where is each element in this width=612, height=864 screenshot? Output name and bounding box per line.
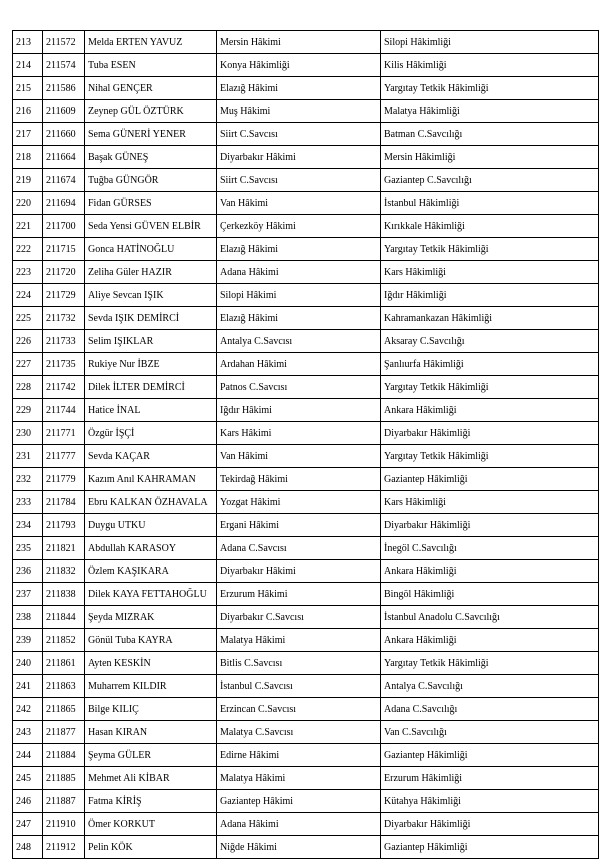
name-cell: Seda Yensi GÜVEN ELBİR [85, 215, 217, 238]
row-number-cell: 235 [13, 537, 43, 560]
name-cell: Abdullah KARASOY [85, 537, 217, 560]
row-number-cell: 225 [13, 307, 43, 330]
registry-number-cell: 211732 [43, 307, 85, 330]
table-row [13, 445, 599, 468]
new-post-cell: Gaziantep Hâkimliği [381, 836, 599, 859]
current-post-cell: Adana C.Savcısı [217, 537, 381, 560]
row-number-cell: 227 [13, 353, 43, 376]
registry-number-cell: 211861 [43, 652, 85, 675]
new-post-cell: Bingöl Hâkimliği [381, 583, 599, 606]
registry-number-cell: 211793 [43, 514, 85, 537]
row-number-cell: 222 [13, 238, 43, 261]
current-post-cell: Erzincan C.Savcısı [217, 698, 381, 721]
new-post-cell: Gaziantep C.Savcılığı [381, 169, 599, 192]
table-row [13, 675, 599, 698]
current-post-cell: Erzurum Hâkimi [217, 583, 381, 606]
name-cell: Fatma KİRİŞ [85, 790, 217, 813]
row-number-cell: 233 [13, 491, 43, 514]
current-post-cell: Adana Hâkimi [217, 813, 381, 836]
registry-number-cell: 211609 [43, 100, 85, 123]
name-cell: Fidan GÜRSES [85, 192, 217, 215]
current-post-cell: Bitlis C.Savcısı [217, 652, 381, 675]
new-post-cell: Silopi Hâkimliği [381, 31, 599, 54]
current-post-cell: Ergani Hâkimi [217, 514, 381, 537]
registry-number-cell: 211784 [43, 491, 85, 514]
registry-number-cell: 211715 [43, 238, 85, 261]
row-number-cell: 237 [13, 583, 43, 606]
name-cell: Gonca HATİNOĞLU [85, 238, 217, 261]
table-row [13, 146, 599, 169]
registry-number-cell: 211742 [43, 376, 85, 399]
new-post-cell: Kütahya Hâkimliği [381, 790, 599, 813]
table-row [13, 284, 599, 307]
row-number-cell: 217 [13, 123, 43, 146]
row-number-cell: 241 [13, 675, 43, 698]
name-cell: Pelin KÖK [85, 836, 217, 859]
new-post-cell: Diyarbakır Hâkimliği [381, 514, 599, 537]
registry-number-cell: 211586 [43, 77, 85, 100]
current-post-cell: Elazığ Hâkimi [217, 238, 381, 261]
table-row [13, 583, 599, 606]
name-cell: Kazım Anıl KAHRAMAN [85, 468, 217, 491]
name-cell: Gönül Tuba KAYRA [85, 629, 217, 652]
registry-number-cell: 211910 [43, 813, 85, 836]
current-post-cell: Tekirdağ Hâkimi [217, 468, 381, 491]
row-number-cell: 239 [13, 629, 43, 652]
new-post-cell: Adana C.Savcılığı [381, 698, 599, 721]
new-post-cell: Yargıtay Tetkik Hâkimliği [381, 445, 599, 468]
name-cell: Özlem KAŞIKARA [85, 560, 217, 583]
table-row [13, 238, 599, 261]
table-row [13, 100, 599, 123]
table-row [13, 376, 599, 399]
current-post-cell: Yozgat Hâkimi [217, 491, 381, 514]
name-cell: Dilek KAYA FETTAHOĞLU [85, 583, 217, 606]
current-post-cell: Malatya C.Savcısı [217, 721, 381, 744]
new-post-cell: Erzurum Hâkimliği [381, 767, 599, 790]
row-number-cell: 244 [13, 744, 43, 767]
name-cell: Bilge KILIÇ [85, 698, 217, 721]
name-cell: Ömer KORKUT [85, 813, 217, 836]
registry-number-cell: 211865 [43, 698, 85, 721]
registry-number-cell: 211660 [43, 123, 85, 146]
table-row [13, 215, 599, 238]
table-row [13, 652, 599, 675]
current-post-cell: Malatya Hâkimi [217, 767, 381, 790]
row-number-cell: 218 [13, 146, 43, 169]
new-post-cell: Antalya C.Savcılığı [381, 675, 599, 698]
current-post-cell: Malatya Hâkimi [217, 629, 381, 652]
registry-number-cell: 211877 [43, 721, 85, 744]
current-post-cell: Edirne Hâkimi [217, 744, 381, 767]
table-row [13, 813, 599, 836]
name-cell: Hatice İNAL [85, 399, 217, 422]
current-post-cell: İstanbul C.Savcısı [217, 675, 381, 698]
registry-number-cell: 211674 [43, 169, 85, 192]
new-post-cell: Ankara Hâkimliği [381, 629, 599, 652]
row-number-cell: 238 [13, 606, 43, 629]
table-row [13, 491, 599, 514]
registry-number-cell: 211863 [43, 675, 85, 698]
row-number-cell: 219 [13, 169, 43, 192]
table-row [13, 468, 599, 491]
registry-number-cell: 211884 [43, 744, 85, 767]
name-cell: Ebru KALKAN ÖZHAVALA [85, 491, 217, 514]
name-cell: Duygu UTKU [85, 514, 217, 537]
table-body [13, 31, 599, 859]
new-post-cell: Kars Hâkimliği [381, 261, 599, 284]
registry-number-cell: 211572 [43, 31, 85, 54]
current-post-cell: Elazığ Hâkimi [217, 77, 381, 100]
current-post-cell: Siirt C.Savcısı [217, 169, 381, 192]
current-post-cell: Diyarbakır Hâkimi [217, 146, 381, 169]
table-row [13, 422, 599, 445]
name-cell: Mehmet Ali KİBAR [85, 767, 217, 790]
row-number-cell: 242 [13, 698, 43, 721]
new-post-cell: Gaziantep Hâkimliği [381, 468, 599, 491]
registry-number-cell: 211885 [43, 767, 85, 790]
document-page [12, 30, 598, 859]
row-number-cell: 245 [13, 767, 43, 790]
row-number-cell: 214 [13, 54, 43, 77]
new-post-cell: İnegöl C.Savcılığı [381, 537, 599, 560]
name-cell: Dilek İLTER DEMİRCİ [85, 376, 217, 399]
new-post-cell: Van C.Savcılığı [381, 721, 599, 744]
current-post-cell: Van Hâkimi [217, 445, 381, 468]
new-post-cell: Diyarbakır Hâkimliği [381, 422, 599, 445]
registry-number-cell: 211574 [43, 54, 85, 77]
registry-number-cell: 211852 [43, 629, 85, 652]
current-post-cell: Ardahan Hâkimi [217, 353, 381, 376]
table-row [13, 31, 599, 54]
row-number-cell: 224 [13, 284, 43, 307]
new-post-cell: Ankara Hâkimliği [381, 560, 599, 583]
new-post-cell: Kahramankazan Hâkimliği [381, 307, 599, 330]
new-post-cell: Yargıtay Tetkik Hâkimliği [381, 238, 599, 261]
current-post-cell: Adana Hâkimi [217, 261, 381, 284]
table-row [13, 54, 599, 77]
name-cell: Sevda KAÇAR [85, 445, 217, 468]
current-post-cell: Siirt C.Savcısı [217, 123, 381, 146]
registry-number-cell: 211700 [43, 215, 85, 238]
new-post-cell: Kars Hâkimliği [381, 491, 599, 514]
current-post-cell: Gaziantep Hâkimi [217, 790, 381, 813]
row-number-cell: 248 [13, 836, 43, 859]
name-cell: Hasan KIRAN [85, 721, 217, 744]
current-post-cell: Patnos C.Savcısı [217, 376, 381, 399]
registry-number-cell: 211821 [43, 537, 85, 560]
table-row [13, 399, 599, 422]
new-post-cell: İstanbul Hâkimliği [381, 192, 599, 215]
table-row [13, 698, 599, 721]
registry-number-cell: 211744 [43, 399, 85, 422]
row-number-cell: 231 [13, 445, 43, 468]
new-post-cell: Gaziantep Hâkimliği [381, 744, 599, 767]
current-post-cell: Konya Hâkimliği [217, 54, 381, 77]
name-cell: Selim IŞIKLAR [85, 330, 217, 353]
table-row [13, 307, 599, 330]
registry-number-cell: 211720 [43, 261, 85, 284]
name-cell: Tuba ESEN [85, 54, 217, 77]
table-row [13, 744, 599, 767]
new-post-cell: İstanbul Anadolu C.Savcılığı [381, 606, 599, 629]
appointment-table [12, 30, 599, 859]
registry-number-cell: 211912 [43, 836, 85, 859]
current-post-cell: Kars Hâkimi [217, 422, 381, 445]
table-row [13, 330, 599, 353]
row-number-cell: 230 [13, 422, 43, 445]
current-post-cell: Silopi Hâkimi [217, 284, 381, 307]
name-cell: Melda ERTEN YAVUZ [85, 31, 217, 54]
registry-number-cell: 211838 [43, 583, 85, 606]
row-number-cell: 226 [13, 330, 43, 353]
registry-number-cell: 211771 [43, 422, 85, 445]
name-cell: Muharrem KILDIR [85, 675, 217, 698]
new-post-cell: Mersin Hâkimliği [381, 146, 599, 169]
row-number-cell: 240 [13, 652, 43, 675]
table-row [13, 537, 599, 560]
name-cell: Şeyma GÜLER [85, 744, 217, 767]
row-number-cell: 247 [13, 813, 43, 836]
row-number-cell: 221 [13, 215, 43, 238]
table-row [13, 261, 599, 284]
row-number-cell: 215 [13, 77, 43, 100]
table-row [13, 514, 599, 537]
name-cell: Nihal GENÇER [85, 77, 217, 100]
new-post-cell: Diyarbakır Hâkimliği [381, 813, 599, 836]
table-row [13, 192, 599, 215]
registry-number-cell: 211664 [43, 146, 85, 169]
row-number-cell: 220 [13, 192, 43, 215]
registry-number-cell: 211887 [43, 790, 85, 813]
name-cell: Rukiye Nur İBZE [85, 353, 217, 376]
row-number-cell: 246 [13, 790, 43, 813]
new-post-cell: Kırıkkale Hâkimliği [381, 215, 599, 238]
registry-number-cell: 211694 [43, 192, 85, 215]
row-number-cell: 213 [13, 31, 43, 54]
current-post-cell: Elazığ Hâkimi [217, 307, 381, 330]
current-post-cell: Muş Hâkimi [217, 100, 381, 123]
table-row [13, 169, 599, 192]
registry-number-cell: 211733 [43, 330, 85, 353]
registry-number-cell: 211844 [43, 606, 85, 629]
registry-number-cell: 211735 [43, 353, 85, 376]
registry-number-cell: 211832 [43, 560, 85, 583]
name-cell: Zeynep GÜL ÖZTÜRK [85, 100, 217, 123]
new-post-cell: Şanlıurfa Hâkimliği [381, 353, 599, 376]
registry-number-cell: 211729 [43, 284, 85, 307]
row-number-cell: 223 [13, 261, 43, 284]
new-post-cell: Yargıtay Tetkik Hâkimliği [381, 652, 599, 675]
table-row [13, 767, 599, 790]
new-post-cell: Yargıtay Tetkik Hâkimliği [381, 376, 599, 399]
current-post-cell: Niğde Hâkimi [217, 836, 381, 859]
new-post-cell: Yargıtay Tetkik Hâkimliği [381, 77, 599, 100]
table-row [13, 560, 599, 583]
name-cell: Aliye Sevcan IŞIK [85, 284, 217, 307]
name-cell: Ayten KESKİN [85, 652, 217, 675]
table-row [13, 629, 599, 652]
table-row [13, 721, 599, 744]
current-post-cell: Çerkezköy Hâkimi [217, 215, 381, 238]
row-number-cell: 228 [13, 376, 43, 399]
new-post-cell: Malatya Hâkimliği [381, 100, 599, 123]
new-post-cell: Iğdır Hâkimliği [381, 284, 599, 307]
row-number-cell: 234 [13, 514, 43, 537]
table-row [13, 790, 599, 813]
registry-number-cell: 211777 [43, 445, 85, 468]
row-number-cell: 216 [13, 100, 43, 123]
name-cell: Zeliha Güler HAZIR [85, 261, 217, 284]
current-post-cell: Iğdır Hâkimi [217, 399, 381, 422]
table-row [13, 353, 599, 376]
row-number-cell: 243 [13, 721, 43, 744]
current-post-cell: Diyarbakır Hâkimi [217, 560, 381, 583]
row-number-cell: 236 [13, 560, 43, 583]
row-number-cell: 232 [13, 468, 43, 491]
table-row [13, 123, 599, 146]
name-cell: Başak GÜNEŞ [85, 146, 217, 169]
table-row [13, 606, 599, 629]
new-post-cell: Batman C.Savcılığı [381, 123, 599, 146]
current-post-cell: Van Hâkimi [217, 192, 381, 215]
row-number-cell: 229 [13, 399, 43, 422]
name-cell: Sema GÜNERİ YENER [85, 123, 217, 146]
name-cell: Sevda IŞIK DEMİRCİ [85, 307, 217, 330]
new-post-cell: Kilis Hâkimliği [381, 54, 599, 77]
new-post-cell: Ankara Hâkimliği [381, 399, 599, 422]
current-post-cell: Antalya C.Savcısı [217, 330, 381, 353]
table-row [13, 836, 599, 859]
current-post-cell: Diyarbakır C.Savcısı [217, 606, 381, 629]
name-cell: Özgür İŞÇİ [85, 422, 217, 445]
registry-number-cell: 211779 [43, 468, 85, 491]
current-post-cell: Mersin Hâkimi [217, 31, 381, 54]
name-cell: Şeyda MIZRAK [85, 606, 217, 629]
table-row [13, 77, 599, 100]
new-post-cell: Aksaray C.Savcılığı [381, 330, 599, 353]
name-cell: Tuğba GÜNGÖR [85, 169, 217, 192]
